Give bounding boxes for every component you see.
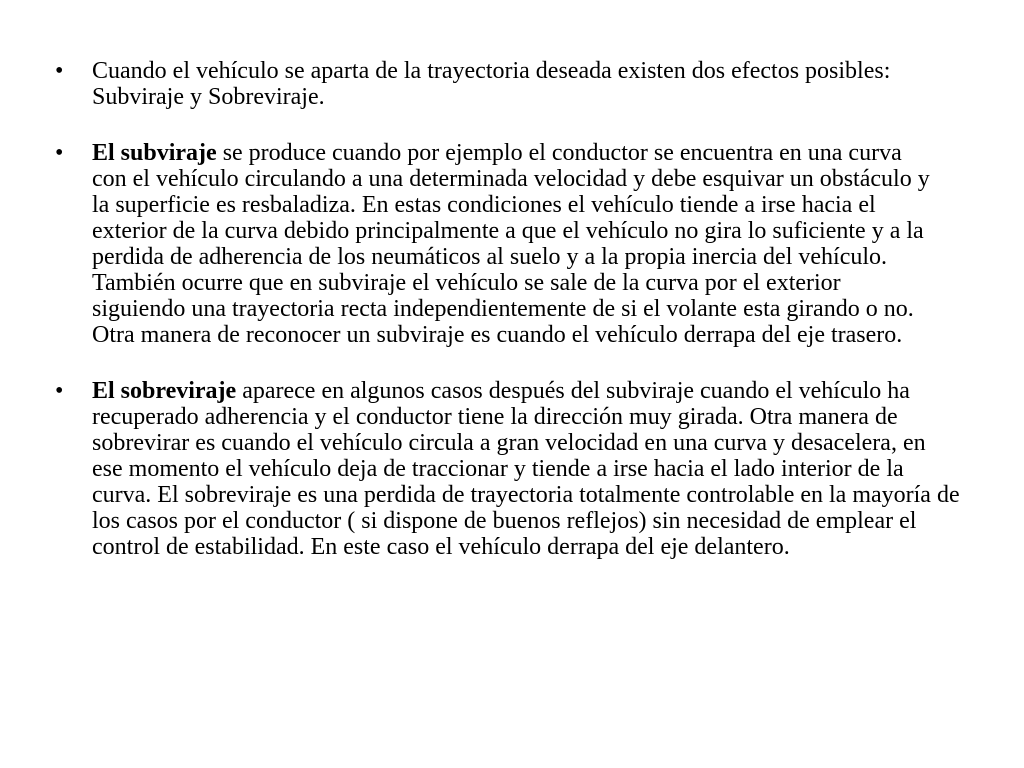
bullet-text [92,140,932,348]
bullet-item-sobreviraje [55,378,962,560]
bullet-body: aparece en algunos casos después del subviraje cuando el vehículo ha recuperado adherencia y el conductor tiene la dirección muy girada. Otra manera de sobrevirar es cuando el vehículo circula a gran velocidad en una curva y desacelera, en ese momento el vehículo deja de traccionar y tiende a irse hacia el lado interior de la curva. El sobreviraje es una perdida de trayectoria totalmente controlable en la mayoría de los casos por el conductor ( si dispone de buenos reflejos) sin necesidad de emplear el control de estabilidad. En este caso el vehículo derrapa del eje delantero. [92,378,960,560]
bullet-text [92,378,962,560]
bullet-icon: • [55,140,64,166]
bullet-icon: • [55,378,64,404]
bullet-item-subviraje [55,140,932,348]
bullet-text [92,58,972,110]
bullet-body: se produce cuando por ejemplo el conductor se encuentra en una curva con el vehículo circulando a una determinada velocidad y debe esquivar un obstáculo y la superficie es resbaladiza. En estas condiciones el vehículo tiende a irse hacia el exterior de la curva debido principalmente a que el vehículo no gira lo suficiente y a la perdida de adherencia de los neumáticos al suelo y a la propia inercia del vehículo. También ocurre que en subviraje el vehículo se sale de la curva por el exterior siguiendo una trayectoria recta independientemente de si el volante esta girando o no. Otra manera de reconocer un subviraje es cuando el vehículo derrapa del eje trasero. [92,140,930,348]
bullet-list [55,58,975,590]
bullet-item-effects [55,58,972,110]
term-sobreviraje: El sobreviraje [92,378,237,404]
bullet-icon: • [55,58,64,84]
term-subviraje: El subviraje [92,140,217,166]
bullet-body: Cuando el vehículo se aparta de la trayectoria deseada existen dos efectos posibles: Subviraje y Sobreviraje. [92,58,891,110]
